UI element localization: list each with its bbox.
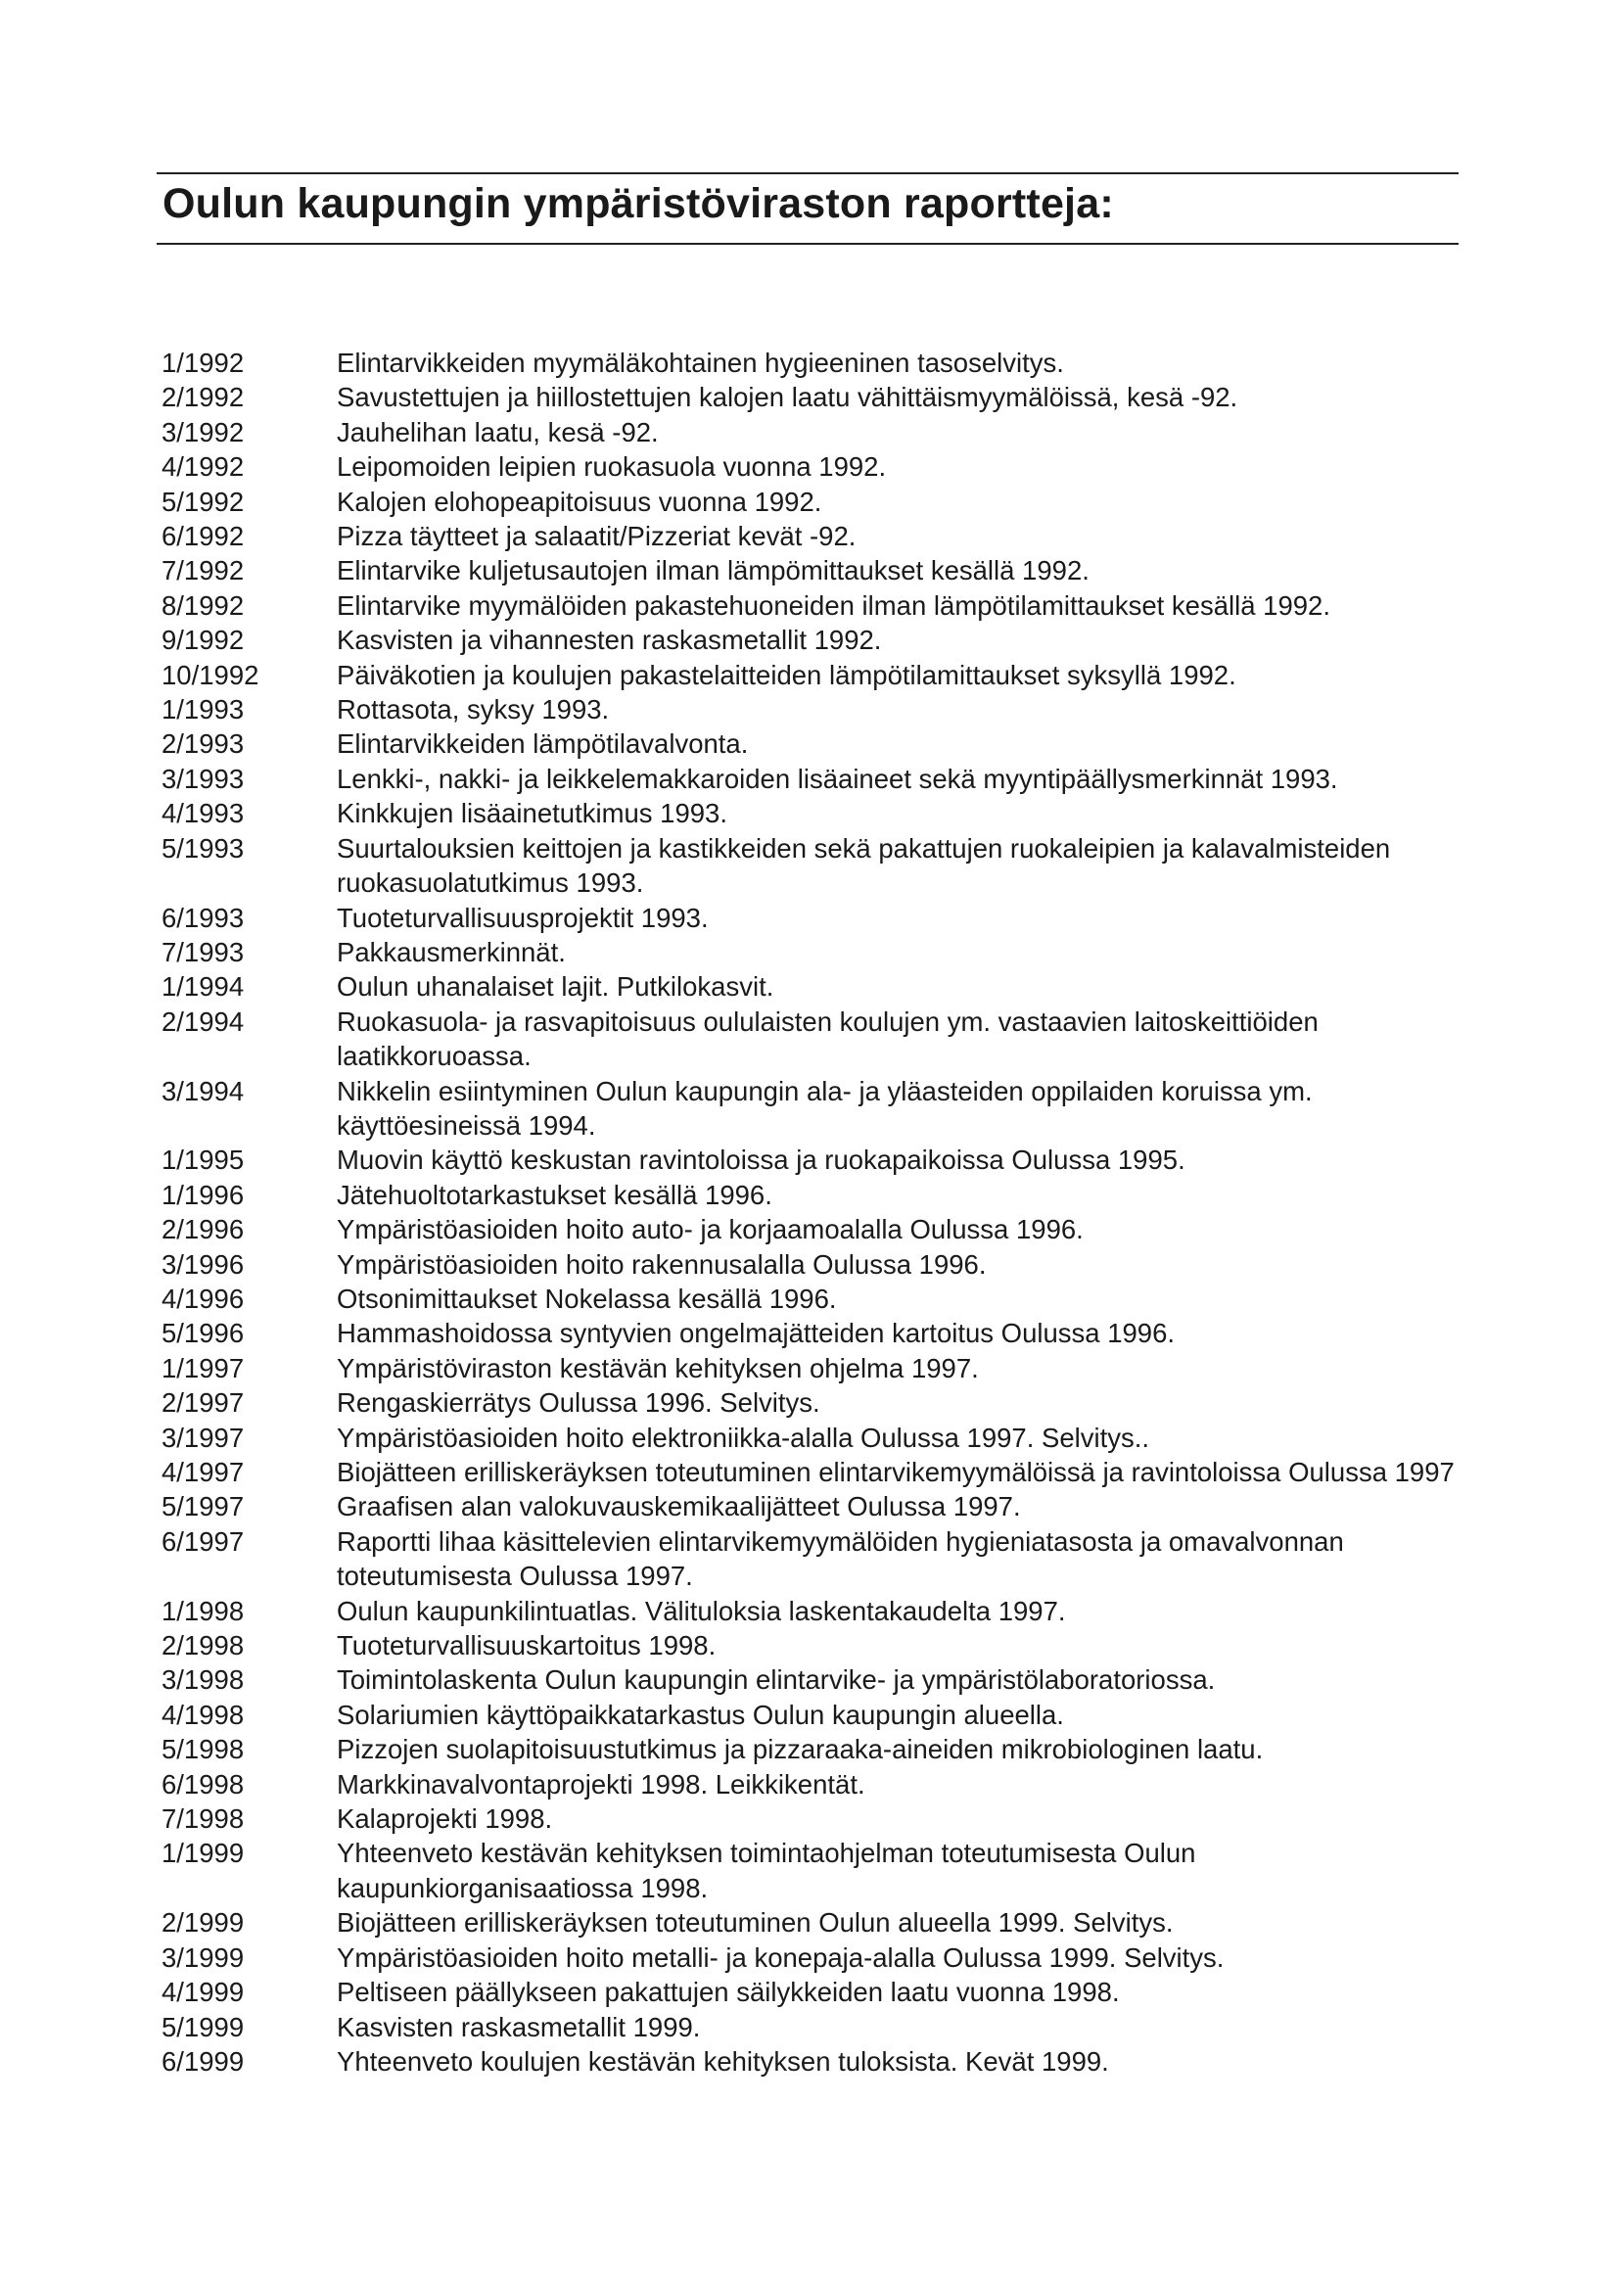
report-number: 4/1998 — [162, 1699, 245, 1730]
report-row — [162, 1316, 1463, 1350]
report-title: Oulun kaupunkilintuatlas. Välituloksia laskentakaudelta 1997. — [337, 1595, 1066, 1626]
report-row — [162, 1732, 1463, 1766]
report-title: Ympäristöasioiden hoito metalli- ja konepaja-alalla Oulussa 1999. Selvitys. — [337, 1941, 1225, 1973]
report-title: Pakkausmerkinnät. — [337, 936, 566, 967]
report-number: 1/1992 — [162, 348, 245, 378]
report-row — [162, 623, 1463, 657]
report-number: 5/1993 — [162, 832, 245, 864]
report-row — [162, 449, 1463, 484]
report-title: Rottasota, syksy 1993. — [337, 694, 610, 725]
report-number: 5/1997 — [162, 1491, 245, 1522]
report-number: 2/1997 — [162, 1387, 245, 1419]
report-row — [162, 519, 1463, 553]
report-number: 10/1992 — [162, 659, 259, 690]
report-title: Päiväkotien ja koulujen pakastelaitteiden lämpötilamittaukset syksyllä 1992. — [337, 659, 1236, 690]
report-list — [162, 346, 1463, 2079]
report-row — [162, 1385, 1463, 1420]
report-row — [162, 692, 1463, 726]
report-number: 3/1999 — [162, 1941, 245, 1973]
report-title: Ympäristöasioiden hoito rakennusalalla Oulussa 1996. — [337, 1248, 987, 1280]
report-row — [162, 935, 1463, 969]
report-number: 7/1998 — [162, 1803, 245, 1835]
report-title: Kalojen elohopeapitoisuus vuonna 1992. — [337, 486, 822, 517]
report-row — [162, 1005, 1463, 1074]
report-title: Tuoteturvallisuuskartoitus 1998. — [337, 1630, 717, 1661]
report-number: 1/1993 — [162, 694, 245, 725]
report-title: Otsonimittaukset Nokelassa kesällä 1996. — [337, 1283, 837, 1314]
heading-block — [157, 172, 1459, 245]
report-row — [162, 415, 1463, 449]
report-row — [162, 2010, 1463, 2044]
report-title: Ympäristöasioiden hoito elektroniikka-alalla Oulussa 1997. Selvitys.. — [337, 1422, 1150, 1453]
report-number: 7/1992 — [162, 555, 245, 586]
report-title: Elintarvike kuljetusautojen ilman lämpömittaukset kesällä 1992. — [337, 555, 1090, 586]
report-title: Yhteenveto kestävän kehityksen toimintaohjelman toteutumisesta Oulun kaupunkiorganisaatiossa 1998. — [337, 1838, 1196, 1903]
report-row — [162, 796, 1463, 830]
report-number: 1/1997 — [162, 1352, 245, 1383]
report-number: 3/1994 — [162, 1075, 245, 1106]
report-row — [162, 1801, 1463, 1836]
report-title: Elintarvike myymälöiden pakastehuoneiden ilman lämpötilamittaukset kesällä 1992. — [337, 589, 1330, 621]
report-title: Solariumien käyttöpaikkatarkastus Oulun kaupungin alueella. — [337, 1699, 1064, 1730]
report-number: 2/1992 — [162, 382, 245, 413]
report-row — [162, 1143, 1463, 1177]
report-number: 6/1998 — [162, 1768, 245, 1800]
report-row — [162, 346, 1463, 380]
report-row — [162, 1698, 1463, 1732]
report-title: Toimintolaskenta Oulun kaupungin elintarvike- ja ympäristölaboratoriossa. — [337, 1664, 1216, 1696]
report-row — [162, 2044, 1463, 2079]
report-number: 5/1999 — [162, 2011, 245, 2042]
report-title: Tuoteturvallisuusprojektit 1993. — [337, 902, 709, 933]
report-title: Biojätteen erilliskeräyksen toteutuminen elintarvikemyymälöissä ja ravintoloissa Oulussa 1997 — [337, 1457, 1455, 1487]
report-title: Kinkkujen lisäainetutkimus 1993. — [337, 798, 727, 829]
report-row — [162, 969, 1463, 1004]
report-number: 5/1998 — [162, 1734, 245, 1765]
report-title: Jauhelihan laatu, kesä -92. — [337, 416, 659, 447]
report-title: Leipomoiden leipien ruokasuola vuonna 1992. — [337, 451, 887, 483]
report-number: 1/1996 — [162, 1179, 245, 1210]
report-number: 4/1996 — [162, 1283, 245, 1314]
report-title: Savustettujen ja hiillostettujen kalojen laatu vähittäismyymälöissä, kesä -92. — [337, 382, 1238, 413]
report-number: 1/1995 — [162, 1145, 245, 1176]
report-title: Ympäristöasioiden hoito auto- ja korjaamoalalla Oulussa 1996. — [337, 1214, 1084, 1245]
report-title: Rengaskierrätys Oulussa 1996. Selvitys. — [337, 1387, 820, 1419]
report-title: Elintarvikkeiden myymäläkohtainen hygieeninen tasoselvitys. — [337, 348, 1064, 378]
report-number: 4/1993 — [162, 798, 245, 829]
report-title: Kasvisten ja vihannesten raskasmetallit 1992. — [337, 625, 882, 656]
report-number: 7/1993 — [162, 936, 245, 967]
report-number: 1/1994 — [162, 971, 245, 1003]
report-number: 5/1996 — [162, 1318, 245, 1349]
report-title: Nikkelin esiintyminen Oulun kaupungin ala- ja yläasteiden oppilaiden koruissa ym. käyttöesineissä 1994. — [337, 1075, 1313, 1141]
report-title: Kalaprojekti 1998. — [337, 1803, 553, 1835]
report-row — [162, 1074, 1463, 1144]
report-number: 8/1992 — [162, 589, 245, 621]
report-row — [162, 1975, 1463, 2009]
report-title: Kasvisten raskasmetallit 1999. — [337, 2011, 701, 2042]
report-number: 1/1998 — [162, 1595, 245, 1626]
report-number: 4/1997 — [162, 1457, 245, 1487]
report-row — [162, 726, 1463, 761]
report-title: Ruokasuola- ja rasvapitoisuus oululaisten koulujen ym. vastaavien laitoskeittiöiden laatikkoruoassa. — [337, 1005, 1319, 1072]
report-title: Suurtalouksien keittojen ja kastikkeiden sekä pakattujen ruokaleipien ja kalavalmisteiden ruokasuolatutkimus 1993. — [337, 832, 1391, 899]
report-number: 2/1999 — [162, 1907, 245, 1939]
report-row — [162, 1628, 1463, 1662]
report-row — [162, 658, 1463, 692]
report-number: 1/1999 — [162, 1838, 245, 1869]
report-row — [162, 831, 1463, 901]
report-title: Muovin käyttö keskustan ravintoloissa ja ruokapaikoissa Oulussa 1995. — [337, 1145, 1185, 1176]
report-number: 3/1996 — [162, 1248, 245, 1280]
report-row — [162, 1421, 1463, 1455]
report-title: Markkinavalvontaprojekti 1998. Leikkikentät. — [337, 1768, 865, 1800]
report-number: 6/1992 — [162, 521, 245, 552]
report-title: Pizza täytteet ja salaatit/Pizzeriat kevät -92. — [337, 521, 857, 552]
report-title: Oulun uhanalaiset lajit. Putkilokasvit. — [337, 971, 774, 1003]
report-number: 6/1999 — [162, 2045, 245, 2077]
report-title: Yhteenveto koulujen kestävän kehityksen tuloksista. Kevät 1999. — [337, 2045, 1109, 2077]
report-row — [162, 1212, 1463, 1246]
report-number: 2/1994 — [162, 1005, 245, 1037]
report-title: Graafisen alan valokuvauskemikaalijätteet Oulussa 1997. — [337, 1491, 1021, 1522]
report-number: 2/1998 — [162, 1630, 245, 1661]
report-number: 2/1993 — [162, 728, 245, 760]
report-title: Lenkki-, nakki- ja leikkelemakkaroiden lisäaineet sekä myyntipäällysmerkinnät 1993. — [337, 763, 1338, 794]
report-number: 4/1992 — [162, 451, 245, 483]
report-row — [162, 553, 1463, 587]
report-row — [162, 901, 1463, 935]
report-number: 9/1992 — [162, 625, 245, 656]
report-row — [162, 1489, 1463, 1523]
report-row — [162, 1282, 1463, 1316]
report-row — [162, 1247, 1463, 1282]
report-title: Biojätteen erilliskeräyksen toteutuminen Oulun alueella 1999. Selvitys. — [337, 1907, 1174, 1939]
report-title: Jätehuoltotarkastukset kesällä 1996. — [337, 1179, 772, 1210]
report-number: 3/1993 — [162, 763, 245, 794]
report-row — [162, 762, 1463, 796]
report-row — [162, 1351, 1463, 1385]
report-row — [162, 1524, 1463, 1594]
report-number: 6/1997 — [162, 1525, 245, 1557]
report-title: Hammashoidossa syntyvien ongelmajätteiden kartoitus Oulussa 1996. — [337, 1318, 1176, 1349]
report-number: 3/1997 — [162, 1422, 245, 1453]
report-row — [162, 588, 1463, 623]
report-row — [162, 1662, 1463, 1697]
report-row — [162, 1905, 1463, 1940]
report-number: 3/1998 — [162, 1664, 245, 1696]
report-row — [162, 1455, 1463, 1489]
report-row — [162, 1836, 1463, 1905]
report-number: 4/1999 — [162, 1977, 245, 2008]
report-number: 6/1993 — [162, 902, 245, 933]
report-title: Pizzojen suolapitoisuustutkimus ja pizzaraaka-aineiden mikrobiologinen laatu. — [337, 1734, 1264, 1765]
report-number: 2/1996 — [162, 1214, 245, 1245]
report-number: 5/1992 — [162, 486, 245, 517]
report-row — [162, 1178, 1463, 1212]
report-row — [162, 1594, 1463, 1628]
report-row — [162, 380, 1463, 414]
report-row — [162, 1767, 1463, 1801]
report-number: 3/1992 — [162, 416, 245, 447]
report-title: Peltiseen päällykseen pakattujen säilykkeiden laatu vuonna 1998. — [337, 1977, 1120, 2008]
report-row — [162, 1940, 1463, 1975]
page-title: Oulun kaupungin ympäristöviraston raportteja: — [162, 180, 1114, 227]
report-title: Elintarvikkeiden lämpötilavalvonta. — [337, 728, 749, 760]
report-title: Ympäristöviraston kestävän kehityksen ohjelma 1997. — [337, 1352, 979, 1383]
report-title: Raportti lihaa käsittelevien elintarvikemyymälöiden hygieniatasosta ja omavalvonnan toteutumisesta Oulussa 1997. — [337, 1525, 1344, 1592]
report-row — [162, 485, 1463, 519]
